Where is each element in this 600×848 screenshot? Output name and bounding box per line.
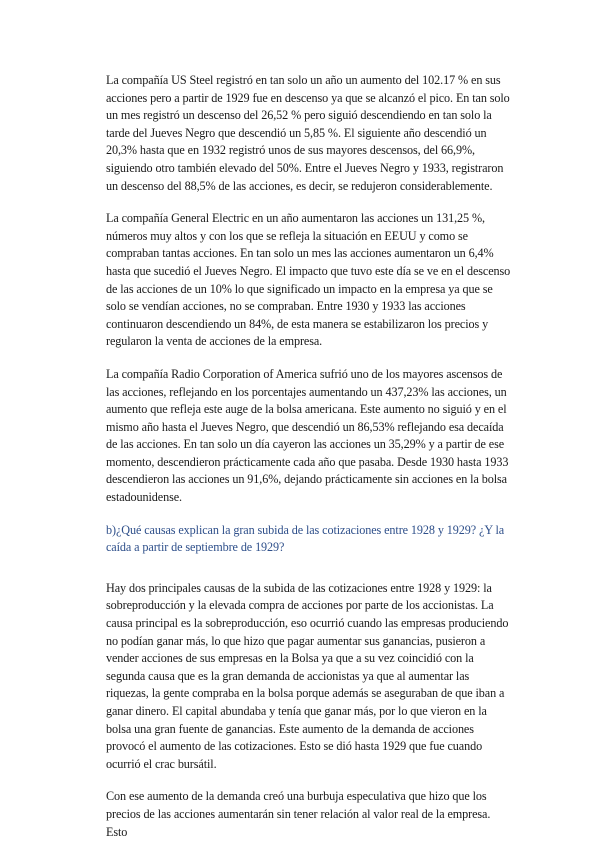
question-heading: b)¿Qué causas explican la gran subida de las cotizaciones entre 1928 y 1929? ¿Y la caída a partir de septiembre de 1929?	[106, 522, 505, 555]
paragraph-radio-corporation: La compañía Radio Corporation of America sufrió uno de los mayores ascensos de las acciones, reflejando en los porcentajes aumentando un 437,23% las acciones, un aumento que refleja este auge de la bolsa americana. Este aumento no siguió y en el mismo año hasta el Jueves Negro, que descendió un 86,53% reflejando esa decaída de las acciones. En tan solo un día cayeron las acciones un 35,29% y a partir de ese momento, descendieron prácticamente cada año que pasaba. Desde 1930 hasta 1933 descendieron las acciones un 91,6%, dejando prácticamente sin acciones en la bolsa estadounidense.	[106, 366, 509, 505]
paragraph-general-electric: La compañía General Electric en un año aumentaron las acciones un 131,25 %, números muy altos y con los que se refleja la situación en EEUU y como se compraban tantas acciones. En tan solo un mes las acciones aumentaron un 6,4% hasta que sucedió el Jueves Negro. El impacto que tuvo este día se ve en el descenso de las acciones de un 10% lo que significado un impacto en la empresa ya que se solo se vendían acciones, no se compraban. Entre 1930 y 1933 las acciones continuaron descendiendo un 84%, de esta manera se estabilizaron los precios y regularon la venta de acciones de la empresa.	[106, 211, 511, 349]
paragraph-us-steel: La compañía US Steel registró en tan solo un año un aumento del 102.17 % en sus acciones pero a partir de 1929 fue en descenso ya que se alcanzó el pico. En tan solo un mes registró un descenso del 26,52 % pero siguió descendiendo en tan solo la tarde del Jueves Negro que descendió un 5,85 %. El siguiente año descendió un 20,3% hasta que en 1932 registró unos de sus mayores descensos, del 66,9%, siguiendo otro también elevado del 50%. Entre el Jueves Negro y 1933, registraron un descenso del 88,5% de las acciones, es decir, se redujeron considerablemente.	[106, 73, 510, 193]
answer-paragraph-bubble: Con ese aumento de la demanda creó una burbuja especulativa que hizo que los precios de las acciones aumentarán sin tener relación al valor real de la empresa. Esto	[106, 789, 491, 839]
answer-paragraph-causes: Hay dos principales causas de la subida de las cotizaciones entre 1928 y 1929: la sobreproducción y la elevada compra de acciones por parte de los accionistas. La causa principal es la sobreproducción, eso ocurrió cuando las empresas produciendo no podían ganar más, lo que hizo que pagar aumentar sus ganancias, pusieron a vender acciones de sus empresas en la Bolsa ya que a su vez coincidió con la segunda causa que es la gran demanda de accionistas ya que al aumentar las riquezas, la gente compraba en la bolsa porque además se aseguraban de que iban a ganar dinero. El capital abundaba y tenía que ganar más, por lo que vieron en la bolsa una gran fuente de ganancias. Este aumento de la demanda de acciones provocó el aumento de las cotizaciones. Esto se dió hasta 1929 que fue cuando ocurrió el crac bursátil.	[106, 580, 509, 771]
